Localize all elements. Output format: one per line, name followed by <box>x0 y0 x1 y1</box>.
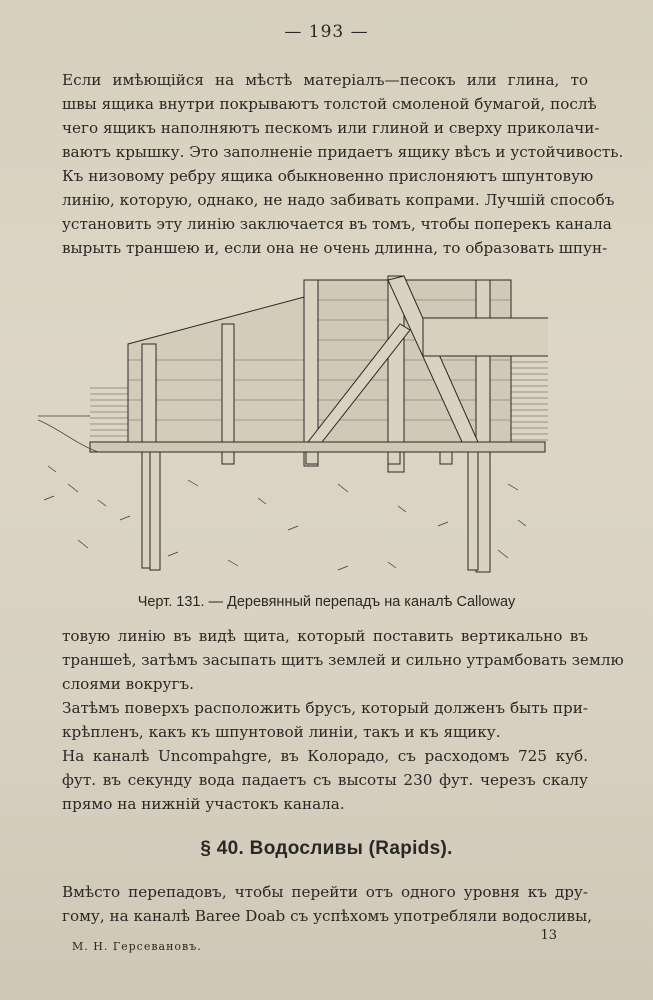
text-line: Затѣмъ поверхъ расположить брусъ, который долженъ быть при- <box>62 699 588 717</box>
text-line: швы ящика внутри покрываютъ толстой смоленой бумагой, послѣ <box>62 95 597 113</box>
figure-caption: Черт. 131. — Деревянный перепадъ на каналѣ Calloway <box>137 594 516 610</box>
paragraph-top <box>62 68 624 260</box>
signature-mark: 13 <box>540 928 557 943</box>
text-line: На каналѣ Uncompahgre, въ Колорадо, съ расходомъ 725 куб. <box>62 747 588 765</box>
text-line: крѣпленъ, какъ къ шпунтовой линіи, такъ и къ ящику. <box>62 723 501 741</box>
text-line: Вмѣсто перепадовъ, чтобы перейти отъ одного уровня къ дру- <box>62 883 588 901</box>
text-line: линію, которую, однако, не надо забивать копрами. Лучшій способъ <box>62 191 615 209</box>
drop-structure-illustration <box>38 270 548 588</box>
text-line: вырыть траншею и, если она не очень длинна, то образовать шпун- <box>62 239 608 257</box>
text-line: ваютъ крышку. Это заполненіе придаетъ ящику вѣсъ и устойчивость. <box>62 143 624 161</box>
text-line: прямо на нижній участокъ канала. <box>62 795 345 813</box>
footer-author: М. Н. Герсевановъ. <box>72 940 202 953</box>
text-line: траншеѣ, затѣмъ засыпать щитъ землей и сильно утрамбовать землю <box>62 651 624 669</box>
section-heading: § 40. Водосливы (Rapids). <box>200 838 453 859</box>
text-line: Если имѣющійся на мѣстѣ матеріалъ—песокъ или глина, то <box>62 71 588 89</box>
text-line: установить эту линію заключается въ томъ, чтобы поперекъ канала <box>62 215 612 233</box>
page-number: — 193 — <box>284 22 369 42</box>
paragraph-middle <box>62 624 624 816</box>
text-line: товую линію въ видѣ щита, который поставить вертикально въ <box>62 627 588 645</box>
text-line: слоями вокругъ. <box>62 675 194 693</box>
paragraph-bottom <box>62 880 593 928</box>
text-line: Къ низовому ребру ящика обыкновенно прислоняютъ шпунтовую <box>62 167 594 185</box>
text-line: фут. въ секунду вода падаетъ съ высоты 230 фут. черезъ скалу <box>62 771 588 789</box>
text-line: гому, на каналѣ Baree Doab съ успѣхомъ употребляли водосливы, <box>62 907 593 925</box>
text-line: чего ящикъ наполняютъ пескомъ или глиной и сверху приколачи- <box>62 119 600 137</box>
